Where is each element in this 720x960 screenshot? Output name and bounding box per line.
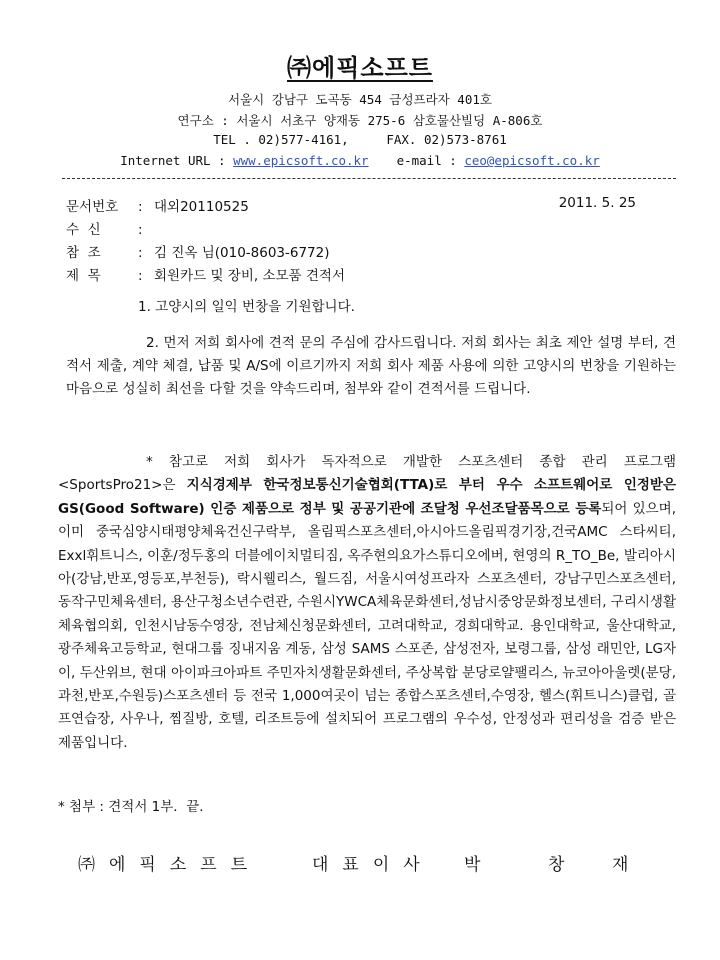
- email-link[interactable]: ceo@epicsoft.co.kr: [464, 153, 600, 168]
- lab-address: 연구소 : 서울시 서초구 양재동 275-6 삼호물산빌딩 A-806호: [177, 113, 543, 128]
- paragraph-3-certification: 지식경제부 한국정보통신기술협회(TTA)로 부터 우수 소프트웨어로 인정받은 GS(Good Software) 인증 제품으로 정부 및 공공기관에 조달청 우선조달품목으로 등록: [58, 477, 676, 517]
- paragraph-2: 2. 먼저 저희 회사에 견적 문의 주심에 감사드립니다. 저희 회사는 최초 제안 설명 부터, 견적서 제출, 계약 체결, 납품 및 A/S에 이르기까지 저희 회사 제품 사용에 의한 고양시의 번창을 기원하는 마음으로 성실히 최선을 다할 것을 약속드리며, 첨부와 같이 견적서를 드립니다.: [66, 335, 676, 397]
- paragraph-3: [58, 451, 676, 755]
- meta-recipient: [66, 218, 636, 238]
- attachment-note: * 첨부 : 견적서 1부. 끝.: [58, 799, 204, 815]
- doc-number-value: 대외20110525: [154, 199, 249, 215]
- company-title: ㈜에픽소프트: [287, 54, 433, 82]
- colon: :: [138, 245, 143, 261]
- contact-line: [0, 153, 720, 168]
- colon: :: [138, 222, 143, 238]
- paragraph-3-clients: 되어 있으며, 이미 중국심양시태평양체육건신구락부, 올림픽스포츠센터,아시아드올림픽경기장,건국AMC 스타씨티, Exxl휘트니스, 이훈/정두홍의 더블에이치멀티짐, 옥주현의요가스튜디오에버, 현영의 R_TO_Be, 발리아시아(강남,반포,영등포,부천등), 락시웰리스, 월드짐, 서울시여성프라자 스포츠센터, 강남구민스포츠센터, 동작구민체육센터, 용산구청소년수련관, 수원시YWCA체육문화센터,성남시중앙문화정보센터, 구리시생활체육협의회, 인천시남동수영장, 전남체신청문화센터, 고려대학교, 경희대학교. 용인대학교, 울산대학교, 광주체육고등학교, 현대그룹 징내지움 계동, 삼성 SAMS 스포존, 삼성전자, 보령그룹, 삼성 래민안, LG자이, 두산위브, 현대 아이파크아파트 주민자치생활문화센터, 주상복합 분당로얄팰리스, 뉴코아아울렛(분당,과천,반포,수원등)스포츠센터 등 전국 1,000여곳이 넘는 종합스포츠센터,수영장, 헬스(휘트니스)클럽, 골프연습장, 사우나, 찜질방, 호텔, 리조트등에 설치되어 프로그램의 우수성, 안정성과 편리성을 검증 받은 제품입니다.: [58, 500, 677, 751]
- document-date: 2011. 5. 25: [558, 195, 636, 211]
- website-link[interactable]: www.epicsoft.co.kr: [233, 153, 369, 168]
- url-label: Internet URL :: [120, 153, 234, 168]
- signature-title: 대표이사: [312, 855, 434, 875]
- meta-subject: [66, 264, 636, 284]
- reference-label: 참 조: [66, 245, 101, 261]
- meta-reference: [66, 241, 636, 261]
- signature-name-char-1: 박: [464, 855, 495, 875]
- meta-doc-number: [66, 195, 636, 215]
- signature-name-char-2: 창: [548, 855, 579, 875]
- recipient-label: 수 신: [66, 222, 101, 238]
- email-label: e-mail :: [396, 153, 465, 168]
- paragraph-3-intro: * 참고로 저희 회사가 독자적으로 개발한 스포츠센터 종합 관리 프로그램 <SportsPro21>은: [58, 454, 676, 494]
- subject-value: 회원카드 및 장비, 소모품 견적서: [154, 268, 345, 284]
- company-address: 서울시 강남구 도곡동 454 금성프라자 401호: [228, 92, 492, 107]
- signature-company: ㈜에픽소프트: [78, 855, 262, 875]
- phone-fax-line: [0, 132, 720, 147]
- reference-value: 김 진옥 님(010-8603-6772): [154, 245, 330, 261]
- phone-fax-text: TEL . 02)577-4161, FAX. 02)573-8761: [213, 132, 507, 147]
- colon: :: [138, 199, 143, 215]
- paragraph-1: 1. 고양시의 일익 번창을 기원합니다.: [138, 299, 355, 315]
- doc-number-label: 문서번호: [66, 199, 119, 215]
- signature-name-char-3: 재: [612, 855, 643, 875]
- subject-label: 제 목: [66, 268, 101, 284]
- header-divider: [62, 178, 676, 179]
- colon: :: [138, 268, 143, 284]
